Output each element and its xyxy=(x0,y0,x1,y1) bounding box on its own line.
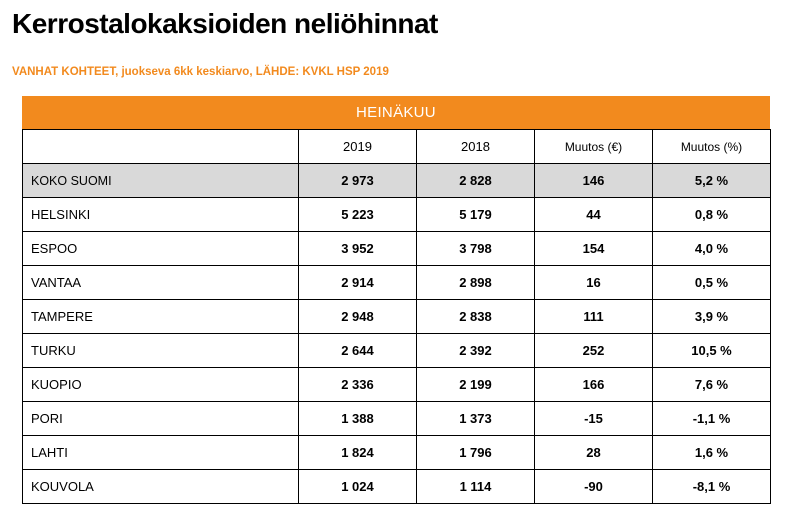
price-2019: 3 952 xyxy=(299,232,417,266)
change-pct: 5,2 % xyxy=(653,164,771,198)
change-eur: 44 xyxy=(535,198,653,232)
region-name: KOKO SUOMI xyxy=(23,164,299,198)
region-name: ESPOO xyxy=(23,232,299,266)
region-name: TAMPERE xyxy=(23,300,299,334)
price-2019: 2 948 xyxy=(299,300,417,334)
change-eur: 154 xyxy=(535,232,653,266)
table-row xyxy=(23,368,771,402)
price-2018: 3 798 xyxy=(417,232,535,266)
table-row xyxy=(23,470,771,504)
price-2018: 1 373 xyxy=(417,402,535,436)
page-title: Kerrostalokaksioiden neliöhinnat xyxy=(12,8,438,39)
price-table xyxy=(22,129,771,504)
price-2018: 1 796 xyxy=(417,436,535,470)
change-eur: 111 xyxy=(535,300,653,334)
price-2018: 2 828 xyxy=(417,164,535,198)
table-row-total xyxy=(23,164,771,198)
change-pct: 3,9 % xyxy=(653,300,771,334)
change-pct: 0,5 % xyxy=(653,266,771,300)
table-row xyxy=(23,198,771,232)
change-eur: 28 xyxy=(535,436,653,470)
change-pct: -8,1 % xyxy=(653,470,771,504)
price-2018: 2 199 xyxy=(417,368,535,402)
region-name: TURKU xyxy=(23,334,299,368)
change-eur: -15 xyxy=(535,402,653,436)
region-name: LAHTI xyxy=(23,436,299,470)
change-pct: 7,6 % xyxy=(653,368,771,402)
change-pct: 1,6 % xyxy=(653,436,771,470)
price-2018: 1 114 xyxy=(417,470,535,504)
change-eur: 166 xyxy=(535,368,653,402)
price-2019: 2 336 xyxy=(299,368,417,402)
price-2018: 2 838 xyxy=(417,300,535,334)
subtitle: VANHAT KOHTEET, juokseva 6kk keskiarvo, LÄHDE: KVKL HSP 2019 xyxy=(12,66,389,78)
change-eur: -90 xyxy=(535,470,653,504)
price-2019: 1 024 xyxy=(299,470,417,504)
price-2019: 1 388 xyxy=(299,402,417,436)
region-name: HELSINKI xyxy=(23,198,299,232)
change-pct: 0,8 % xyxy=(653,198,771,232)
price-2018: 5 179 xyxy=(417,198,535,232)
change-pct: 4,0 % xyxy=(653,232,771,266)
header-cell-change-eur: Muutos (€) xyxy=(535,130,653,164)
table-header-row xyxy=(23,130,771,164)
header-cell-region xyxy=(23,130,299,164)
price-2019: 2 644 xyxy=(299,334,417,368)
header-cell-2019: 2019 xyxy=(299,130,417,164)
region-name: VANTAA xyxy=(23,266,299,300)
price-table-container xyxy=(22,96,770,504)
region-name: KUOPIO xyxy=(23,368,299,402)
price-2019: 2 973 xyxy=(299,164,417,198)
change-eur: 16 xyxy=(535,266,653,300)
change-pct: 10,5 % xyxy=(653,334,771,368)
table-row xyxy=(23,402,771,436)
table-row xyxy=(23,436,771,470)
change-pct: -1,1 % xyxy=(653,402,771,436)
price-2018: 2 392 xyxy=(417,334,535,368)
change-eur: 252 xyxy=(535,334,653,368)
price-2019: 5 223 xyxy=(299,198,417,232)
table-row xyxy=(23,300,771,334)
region-name: KOUVOLA xyxy=(23,470,299,504)
table-banner: HEINÄKUU xyxy=(22,96,770,129)
price-2019: 2 914 xyxy=(299,266,417,300)
price-2019: 1 824 xyxy=(299,436,417,470)
table-row xyxy=(23,232,771,266)
header-cell-change-pct: Muutos (%) xyxy=(653,130,771,164)
table-row xyxy=(23,334,771,368)
region-name: PORI xyxy=(23,402,299,436)
header-cell-2018: 2018 xyxy=(417,130,535,164)
table-row xyxy=(23,266,771,300)
price-2018: 2 898 xyxy=(417,266,535,300)
change-eur: 146 xyxy=(535,164,653,198)
